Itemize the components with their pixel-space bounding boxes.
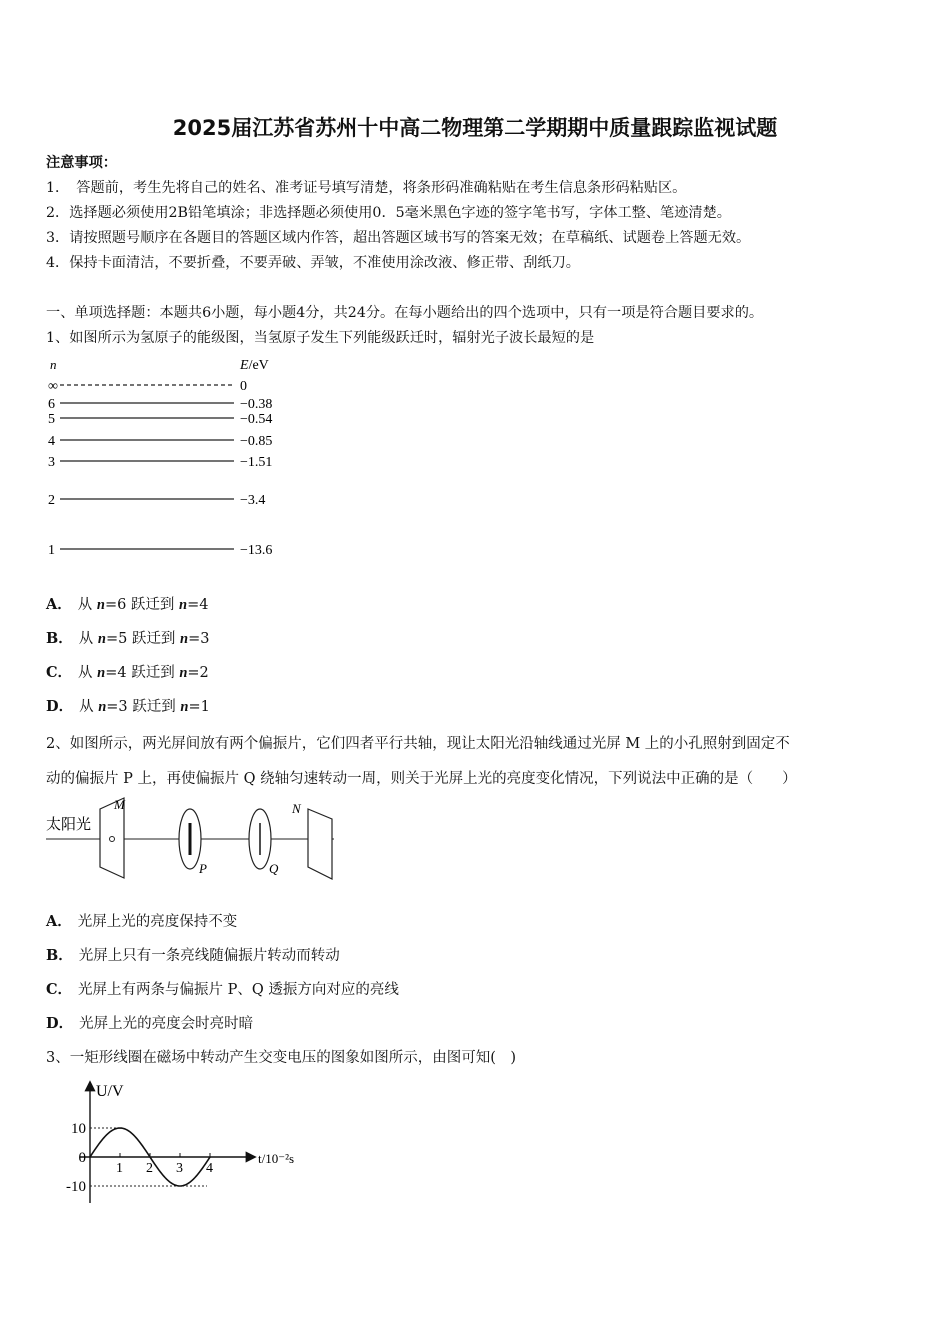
- notice-item: 3．请按照题号顺序在各题目的答题区域内作答，超出答题区域书写的答案无效；在草稿纸、试题卷上答题无效。: [46, 230, 751, 246]
- pinhole: [110, 837, 115, 842]
- level-n-label: ∞: [48, 379, 58, 394]
- level-n-label: 4: [48, 434, 55, 449]
- option-letter: A．: [46, 913, 72, 930]
- option-text-part: 从: [78, 665, 98, 681]
- y-tick-label: 0: [78, 1150, 86, 1166]
- option-text-part: =3 跃迁到: [106, 699, 181, 715]
- option-text-part: 从: [78, 631, 98, 647]
- option-text-part: 从: [79, 699, 99, 715]
- polarizer-diagram: [44, 795, 344, 890]
- x-axis-label: t/10⁻²s: [258, 1151, 295, 1166]
- question-2-stem-line2: 动的偏振片 P 上，再使偏振片 Q 绕轴匀速转动一周，则关于光屏上光的亮度变化情况，下列说法中正确的是（ ）: [46, 771, 797, 787]
- label-n: N: [292, 801, 301, 816]
- option-text-part: =4 跃迁到: [105, 665, 180, 681]
- level-n-label: 5: [48, 412, 55, 427]
- option-text-part: n: [97, 665, 106, 681]
- option-text-part: n: [96, 597, 105, 613]
- level-energy-label: −13.6: [240, 543, 273, 558]
- label-p: P: [199, 861, 207, 876]
- notice-item: 2．选择题必须使用2B铅笔填涂；非选择题必须使用0．5毫米黑色字迹的签字笔书写，字体工整、笔迹清楚。: [46, 205, 731, 221]
- option-letter: C．: [46, 664, 73, 681]
- x-tick-label: 2: [146, 1161, 153, 1176]
- question-3-stem: 3、一矩形线圈在磁场中转动产生交变电压的图象如图所示，由图可知( ): [46, 1050, 517, 1066]
- notice-heading: 注意事项：: [46, 155, 117, 171]
- option-letter: C．: [46, 981, 73, 998]
- level-energy-label: −0.54: [240, 412, 273, 427]
- voltage-chart: [44, 1075, 334, 1210]
- option-text-part: =2: [187, 665, 209, 681]
- option-text-part: n: [97, 631, 106, 647]
- question-2-option[interactable]: [46, 978, 399, 999]
- option-text-part: n: [180, 631, 189, 647]
- diagram-n-label: n: [50, 357, 57, 372]
- level-n-label: 6: [48, 397, 55, 412]
- label-q: Q: [269, 861, 279, 876]
- sunlight-label: 太阳光: [46, 817, 92, 833]
- question-2-option[interactable]: [46, 944, 340, 965]
- level-n-label: 1: [48, 543, 55, 558]
- option-text-part: =6 跃迁到: [104, 597, 180, 613]
- option-letter: B．: [46, 947, 73, 964]
- screen-n: [308, 809, 332, 879]
- energy-levels: [48, 379, 272, 558]
- level-n-label: 2: [48, 493, 55, 508]
- level-n-label: 3: [48, 455, 55, 470]
- option-text: 光屏上有两条与偏振片 P、Q 透振方向对应的亮线: [78, 982, 399, 998]
- option-letter: A．: [46, 596, 72, 613]
- option-text-part: =4: [187, 597, 209, 613]
- notice-item: 4．保持卡面清洁，不要折叠，不要弄破、弄皱，不准使用涂改液、修正带、刮纸刀。: [46, 255, 580, 271]
- x-tick-label: 4: [206, 1161, 213, 1176]
- x-tick-label: 3: [176, 1161, 183, 1176]
- question-1-stem: 1、如图所示为氢原子的能级图，当氢原子发生下列能级跃迁时，辐射光子波长最短的是: [46, 330, 595, 346]
- question-1-option[interactable]: [46, 695, 210, 716]
- option-letter: B．: [46, 630, 73, 647]
- option-text: 光屏上只有一条亮线随偏振片转动而转动: [78, 948, 340, 964]
- option-text-part: =3: [188, 631, 210, 647]
- diagram-e-label: E/eV: [240, 358, 269, 373]
- question-1-option[interactable]: [46, 661, 209, 682]
- section-heading: 一、单项选择题：本题共6小题，每小题4分，共24分。在每小题给出的四个选项中，只有一项是符合题目要求的。: [46, 305, 764, 321]
- option-text-part: n: [180, 699, 189, 715]
- option-text-part: n: [98, 699, 107, 715]
- question-1-option[interactable]: [46, 627, 210, 648]
- y-tick-label: -10: [66, 1179, 86, 1195]
- level-energy-label: −1.51: [240, 455, 273, 470]
- x-tick-label: 1: [116, 1161, 123, 1176]
- option-letter: D．: [46, 698, 74, 715]
- page-title: 2025届江苏省苏州十中高二物理第二学期期中质量跟踪监视试题: [172, 116, 778, 140]
- question-2-option[interactable]: [46, 910, 237, 931]
- level-energy-label: 0: [240, 379, 247, 394]
- option-text-part: 从: [77, 597, 97, 613]
- level-energy-label: −0.85: [240, 434, 273, 449]
- level-energy-label: −0.38: [240, 397, 273, 412]
- option-text-part: n: [179, 665, 188, 681]
- option-text-part: =1: [188, 699, 210, 715]
- notice-item: 1． 答题前，考生先将自己的姓名、准考证号填写清楚，将条形码准确粘贴在考生信息条形码粘贴区。: [46, 180, 687, 196]
- y-tick-label: 10: [71, 1121, 86, 1137]
- level-energy-label: −3.4: [240, 493, 266, 508]
- option-text: 光屏上光的亮度保持不变: [77, 914, 238, 930]
- y-axis-label: U/V: [96, 1083, 124, 1100]
- label-m: M: [114, 797, 125, 812]
- energy-level-diagram: [44, 355, 294, 565]
- option-text: 光屏上光的亮度会时亮时暗: [79, 1016, 254, 1032]
- option-text-part: n: [179, 597, 188, 613]
- question-2-option[interactable]: [46, 1012, 253, 1033]
- question-2-stem-line1: 2、如图所示，两光屏间放有两个偏振片，它们四者平行共轴，现让太阳光沿轴线通过光屏 M 上的小孔照射到固定不: [46, 736, 790, 752]
- option-letter: D．: [46, 1015, 74, 1032]
- option-text-part: =5 跃迁到: [105, 631, 181, 647]
- question-1-option[interactable]: [46, 593, 209, 614]
